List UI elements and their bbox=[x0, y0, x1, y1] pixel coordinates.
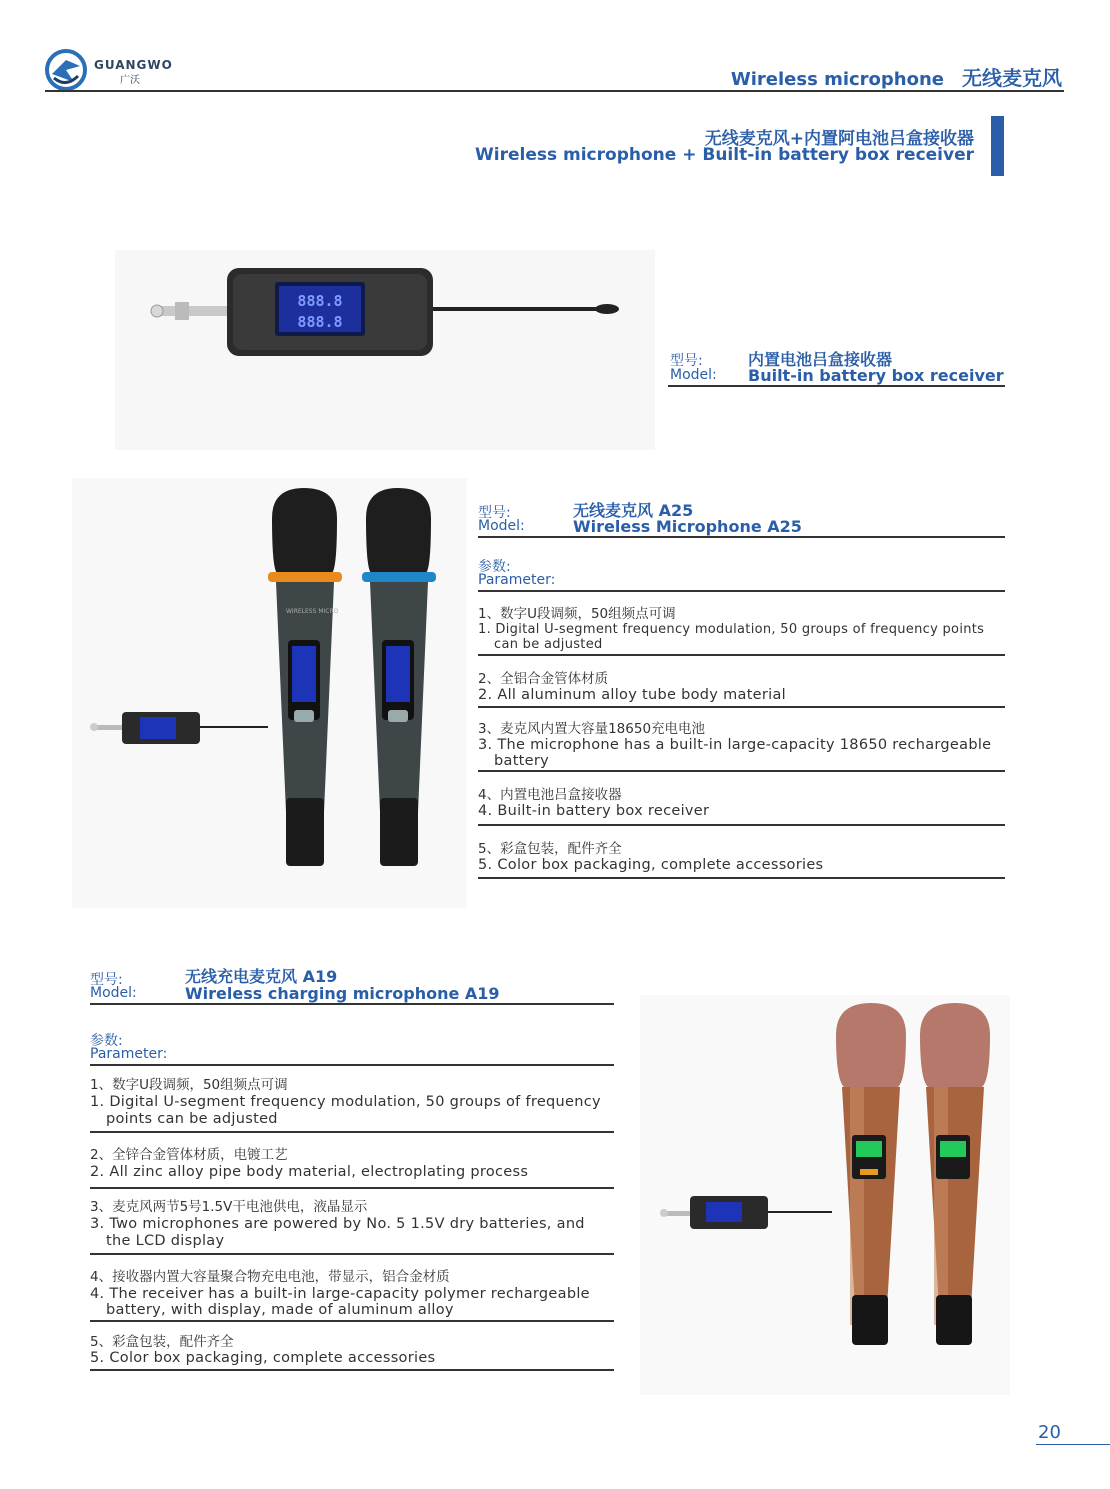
a25-model-label-cn: 型号: bbox=[478, 505, 511, 521]
a19-spec-4-en: 4. The receiver has a built-in large-capacity polymer rechargeable bbox=[90, 1286, 590, 1302]
page-number: 20 bbox=[1038, 1422, 1061, 1443]
receiver-model-en: Built-in battery box receiver bbox=[748, 366, 1004, 385]
a25-spec-5-en: 5. Color box packaging, complete accessories bbox=[478, 857, 824, 873]
a25-spec-5-cn: 5、彩盒包装，配件齐全 bbox=[478, 841, 622, 857]
receiver-product-image bbox=[115, 250, 655, 450]
a19-spec-rule-1 bbox=[90, 1131, 614, 1133]
a25-product-image bbox=[72, 478, 467, 908]
a25-mic-text: WIRELESS MICRO bbox=[286, 608, 339, 615]
section-title-en: Wireless microphone + Built-in battery box receiver bbox=[475, 145, 974, 165]
a25-model-en: Wireless Microphone A25 bbox=[573, 517, 802, 536]
a25-model-label-en: Model: bbox=[478, 518, 525, 534]
receiver-model-label-en: Model: bbox=[670, 367, 717, 383]
a25-spec-4 bbox=[478, 787, 709, 819]
a19-spec-1-cn: 1、数字U段调频，50组频点可调 bbox=[90, 1077, 288, 1093]
a19-spec-rule-2 bbox=[90, 1187, 614, 1189]
a25-spec-rule-1 bbox=[478, 654, 1005, 656]
a19-model-label-cn: 型号: bbox=[90, 972, 123, 988]
a19-param-label-cn: 参数: bbox=[90, 1033, 123, 1049]
a19-model-en: Wireless charging microphone A19 bbox=[185, 984, 500, 1003]
a25-spec-2 bbox=[478, 671, 786, 703]
a25-param-label-en: Parameter: bbox=[478, 572, 556, 588]
a19-spec-1-en2: points can be adjusted bbox=[106, 1111, 278, 1127]
a19-spec-4-cn: 4、接收器内置大容量聚合物充电电池，带显示，铝合金材质 bbox=[90, 1269, 450, 1285]
a19-spec-5-cn: 5、彩盒包装，配件齐全 bbox=[90, 1334, 234, 1350]
a25-spec-3-en: 3. The microphone has a built-in large-capacity 18650 rechargeable bbox=[478, 737, 992, 753]
a19-spec-5-en: 5. Color box packaging, complete accessories bbox=[90, 1350, 436, 1366]
a19-spec-4 bbox=[90, 1268, 590, 1318]
a25-spec-rule-5 bbox=[478, 877, 1005, 879]
a25-spec-rule-2 bbox=[478, 706, 1005, 708]
a19-model-cn: 无线充电麦克风 A19 bbox=[185, 967, 338, 986]
a25-spec-2-en: 2. All aluminum alloy tube body material bbox=[478, 687, 787, 703]
a19-spec-rule-3 bbox=[90, 1253, 614, 1255]
a25-param-label-cn: 参数: bbox=[478, 559, 511, 575]
receiver-model-label-cn: 型号: bbox=[670, 353, 703, 369]
a25-spec-4-en: 4. Built-in battery box receiver bbox=[478, 803, 710, 819]
a19-spec-1-en: 1. Digital U-segment frequency modulation, 50 groups of frequency bbox=[90, 1094, 601, 1110]
a19-spec-3-en2: the LCD display bbox=[106, 1233, 225, 1249]
a25-model-rule bbox=[478, 536, 1005, 538]
a19-model-label-en: Model: bbox=[90, 985, 137, 1001]
a19-spec-3-cn: 3、麦克风两节5号1.5V干电池供电，液晶显示 bbox=[90, 1199, 368, 1215]
section-accent-bar bbox=[991, 116, 1004, 176]
a25-model-cn: 无线麦克风 A25 bbox=[573, 501, 694, 520]
receiver-lcd-line2: 888.8 bbox=[297, 313, 343, 331]
header-title-en: Wireless microphone bbox=[730, 69, 944, 90]
receiver-lcd-line1: 888.8 bbox=[297, 292, 343, 310]
header-divider bbox=[45, 90, 1064, 92]
a19-param-label-en: Parameter: bbox=[90, 1046, 168, 1062]
a19-spec-4-en2: battery, with display, made of aluminum alloy bbox=[106, 1302, 454, 1318]
receiver-model-cn: 内置电池吕盒接收器 bbox=[748, 350, 893, 369]
brand-logo-icon bbox=[44, 48, 88, 92]
a25-spec-3 bbox=[478, 721, 991, 769]
a19-spec-2-cn: 2、全锌合金管体材质，电镀工艺 bbox=[90, 1147, 288, 1163]
a19-spec-3-en: 3. Two microphones are powered by No. 5 1.5V dry batteries, and bbox=[90, 1216, 585, 1232]
a19-spec-3 bbox=[90, 1199, 585, 1249]
header-title bbox=[731, 62, 1062, 91]
brand-name-cn: 广沃 bbox=[120, 75, 140, 86]
a19-param-rule bbox=[90, 1064, 614, 1066]
a19-spec-2-en: 2. All zinc alloy pipe body material, electroplating process bbox=[90, 1164, 529, 1180]
a25-spec-2-cn: 2、全铝合金管体材质 bbox=[478, 671, 609, 687]
a25-spec-rule-3 bbox=[478, 770, 1005, 772]
a25-spec-1-en2: can be adjusted bbox=[494, 637, 603, 652]
a25-spec-3-cn: 3、麦克风内置大容量18650充电电池 bbox=[478, 721, 706, 737]
a25-spec-1 bbox=[478, 606, 984, 651]
a19-spec-rule-5 bbox=[90, 1369, 614, 1371]
a19-spec-2 bbox=[90, 1146, 528, 1180]
a25-spec-3-en2: battery bbox=[494, 753, 550, 769]
a25-spec-1-cn: 1、数字U段调频，50组频点可调 bbox=[478, 606, 676, 622]
a25-spec-4-cn: 4、内置电池吕盒接收器 bbox=[478, 787, 622, 803]
page-number-rule bbox=[1036, 1444, 1110, 1445]
a19-spec-5 bbox=[90, 1334, 435, 1366]
brand-name: GUANGWO bbox=[94, 58, 173, 72]
section-title-cn: 无线麦克风+内置阿电池吕盒接收器 bbox=[704, 129, 974, 149]
a25-param-rule bbox=[478, 590, 1005, 592]
a25-spec-rule-4 bbox=[478, 824, 1005, 826]
header-title-cn: 无线麦克风 bbox=[962, 66, 1062, 90]
a19-product-image bbox=[640, 995, 1010, 1395]
a19-spec-rule-4 bbox=[90, 1320, 614, 1322]
receiver-model-rule bbox=[668, 385, 1005, 387]
a25-spec-5 bbox=[478, 841, 823, 873]
a19-spec-1 bbox=[90, 1077, 601, 1127]
a25-spec-1-en: 1. Digital U-segment frequency modulation, 50 groups of frequency points bbox=[478, 622, 985, 637]
a19-model-rule bbox=[90, 1003, 614, 1005]
